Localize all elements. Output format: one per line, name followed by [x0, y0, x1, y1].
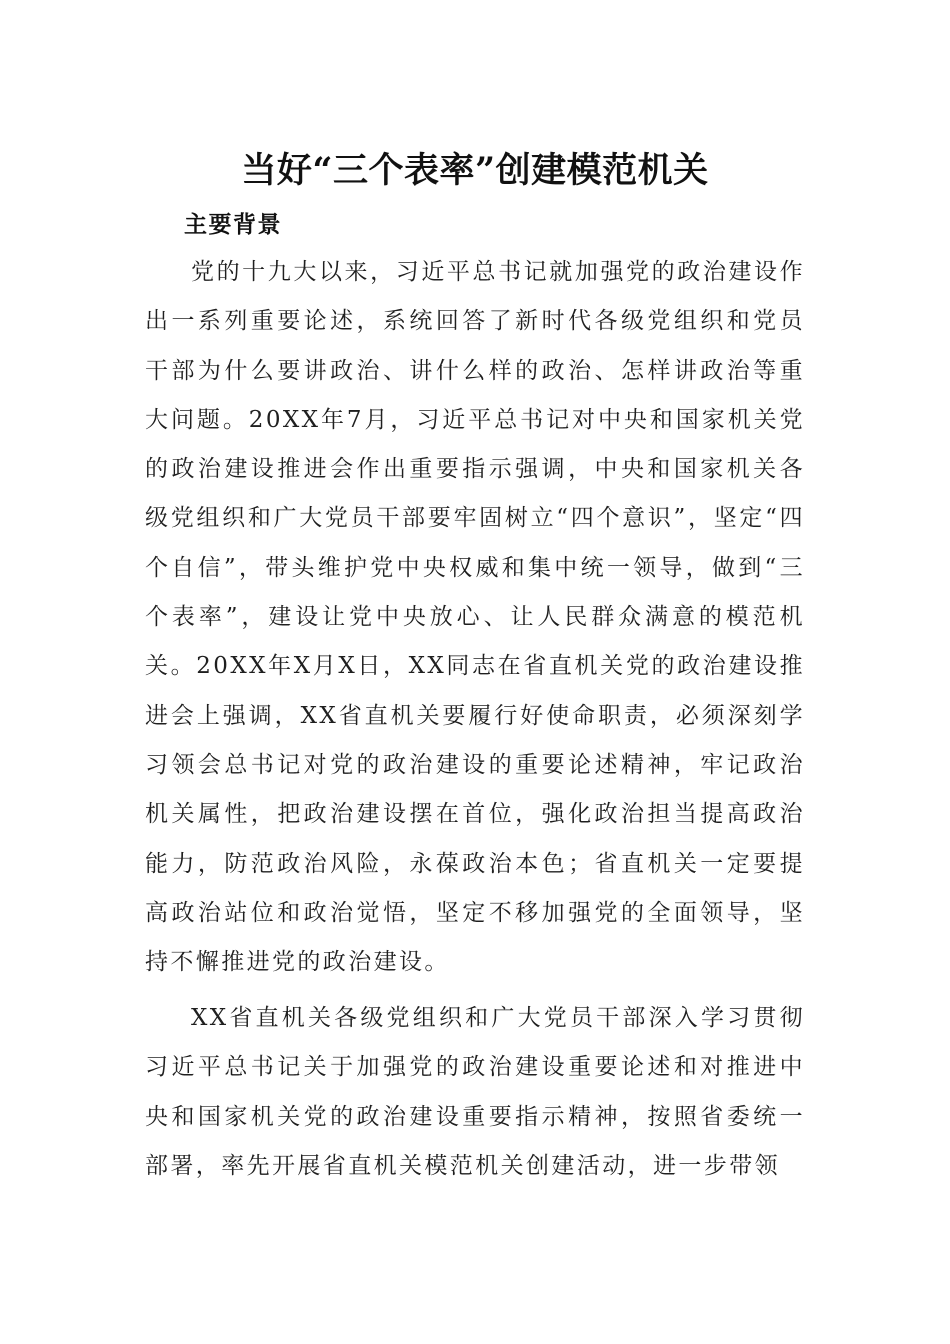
section-heading: 主要背景 — [184, 211, 282, 238]
document-title: 当好“三个表率”创建模范机关 — [241, 150, 709, 192]
body-paragraph: XX省直机关各级党组织和广大党员干部深入学习贯彻习近平总书记关于加强党的政治建设重要论述和对推进中央和国家机关党的政治建设重要指示精神，按照省委统一部署，率先开展省直机关模范机关创建活动，进一步带领 — [145, 1005, 805, 1179]
body-paragraph: 党的十九大以来，习近平总书记就加强党的政治建设作出一系列重要论述，系统回答了新时代各级党组织和党员干部为什么要讲政治、讲什么样的政治、怎样讲政治等重大问题。20XX年7月，习近平总书记对中央和国家机关党的政治建设推进会作出重要指示强调，中央和国家机关各级党组织和广大党员干部要牢固树立“四个意识”，坚定“四个自信”，带头维护党中央权威和集中统一领导，做到“三个表率”，建设让党中央放心、让人民群众满意的模范机关。20XX年X月X日，XX同志在省直机关党的政治建设推进会上强调，XX省直机关要履行好使命职责，必须深刻学习领会总书记对党的政治建设的重要论述精神，牢记政治机关属性，把政治建设摆在首位，强化政治担当提高政治能力，防范政治风险，永葆政治本色；省直机关一定要提高政治站位和政治觉悟，坚定不移加强党的全面领导，坚持不懈推进党的政治建设。 — [145, 259, 805, 976]
